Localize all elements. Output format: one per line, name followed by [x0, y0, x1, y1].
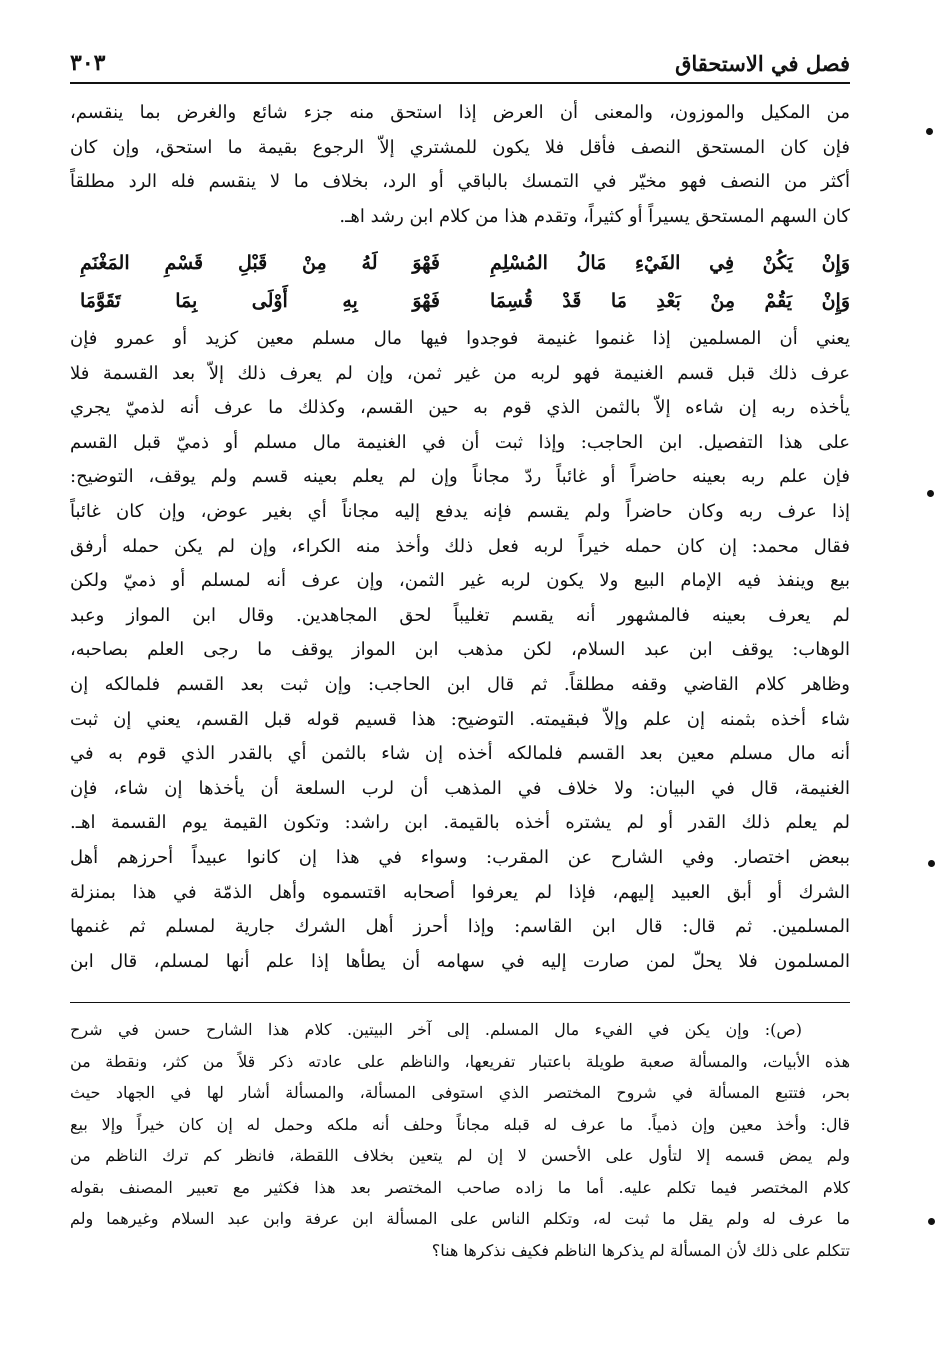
text-line: على هذا التفصيل. ابن الحاجب: وإذا ثبت أن في الغنيمة مال مسلم أو ذميّ قبل القسم: [70, 431, 850, 453]
text-line: إذا عرف ربه وكان حاضراً ولم يقسم فإنه يدفع إليه مجاناً أي بغير عوض، وإن كان غائباً: [70, 500, 850, 522]
verse-second-hemistich: فَهْوَ بِهِ أَوْلَى بِمَا تَقَوَّمَا: [80, 290, 440, 312]
footnote: [70, 1014, 850, 1266]
text-line: من المكيل والموزون، والمعنى أن العرض إذا استحق منه جزء شائع والغرض بما ينقسم،: [70, 102, 850, 123]
commentary-paragraph-2: [70, 322, 850, 979]
text-line: أكثر من النصف فهو مخيّر في التمسك بالباقي أو الرد، بخلاف ما لا ينقسم فله الرد مطلقاً: [70, 171, 850, 193]
text-line: الشرك أو أبق العبيد إليهم، فإذا لم يعرفوا أصحابه اقتسموه وأهل الذمّة في هذا بمنزلة: [70, 881, 850, 903]
footnote-line: ولم يمض قسمه إلا لتأول على الأحسن لا إن لم يتعين بخلاف اللقطة، فانظر كم ترك الناظم من: [70, 1146, 850, 1165]
footnote-line: ما عرف له ولم يقل ما ثبت له، وتكلم الناس على المسألة ابن عرفة وابن عبد السلام وغيرهما ولم: [70, 1209, 850, 1228]
text-line: عرف ذلك قبل قسم الغنيمة فهو لربه من غير ثمن، وإن لم يعرف ذلك إلاّ بعد القسمة فلا: [70, 362, 850, 384]
text-line: المسلمون فلا يحلّ لمن صارت إليه في سهامه أن يطأها إذا علم أنها لمسلم، قال ابن: [70, 950, 850, 972]
scan-margin-mark: [928, 1218, 935, 1225]
text-line: الوهاب: يوقف ابن عبد السلام، لكن مذهب ابن المواز يوقف ما رجى العلم بصاحبه،: [70, 639, 850, 661]
page-number: ٣٠٣: [70, 50, 106, 76]
verse-second-hemistich: فَهْوَ لَهُ مِنْ قَبْلِ قَسْمِ المَغْنَمِ: [80, 252, 440, 274]
verse: [80, 282, 850, 320]
text-line: فقال محمد: إن كان حمله خيراً لربه فعل ذلك وأخذ منه الكراء، وإن لم يكن حمله أرفق: [70, 535, 850, 557]
text-line: يعني أن المسلمين إذا غنموا غنيمة فوجدوا فيها مال مسلم معين كزيد أو عمرو فإن: [70, 328, 850, 349]
text-line: المسلمين. ثم قال: قال ابن القاسم: وإذا أحرز أهل الشرك جارية لمسلم ثم غنمها: [70, 916, 850, 938]
poem-verses: [80, 244, 850, 320]
text-line: أنه مال مسلم معين بعد القسم فلمالكه أخذه إن شاء بالثمن أي بالقدر الذي قوم به في: [70, 743, 850, 765]
commentary-paragraph-1: [70, 96, 850, 234]
text-line: كان السهم المستحق يسيراً أو كثيراً، وتقدم هذا من كلام ابن رشد اهـ.: [339, 205, 850, 227]
verse-first-hemistich: وَإِنْ يَقُمْ مِنْ بَعْدِ مَا قَدْ قُسِمَا: [490, 290, 850, 312]
footnote-line: تتكلم على ذلك لأن المسألة لم يذكرها الناظم فكيف نذكرها هنا؟: [431, 1240, 850, 1260]
text-line: فإن كان المستحق النصف فأقل فلا يكون للمشتري إلاّ الرجوع بقيمة ما استحق، وإن كان: [70, 136, 850, 158]
scan-margin-mark: [928, 860, 935, 867]
scan-margin-mark: [927, 490, 934, 497]
text-line: شاء أخذه بثمنه إن علم وإلاّ فبقيمته. التوضيح: هذا قسيم قوله قبل القسم، يعني إن ثبت: [70, 708, 850, 730]
footnote-divider: [70, 1002, 850, 1003]
text-line: لم يعرف بعينه فالمشهور أنه يقسم تغليباً لحق المجاهدين. وقال ابن المواز وعبد: [70, 604, 850, 626]
text-line: ببعض اختصار. وفي الشارح عن المقرب: وسواء في هذا إن كانوا عبيداً أحرزهم أهل: [70, 846, 850, 868]
footnote-line: قال: وأخذ معين وإن ذمياً. ما عرف له قبله مجاناً وحلف أنه ملكه وحمل له إن كان خيراً وإلا بيع: [70, 1114, 850, 1134]
footnote-line: (ص): وإن يكن في الفيء مال المسلم. إلى آخر البيتين. كلام هذا الشارح حسن في شرح: [70, 1020, 802, 1039]
running-title: فصل في الاستحقاق: [675, 51, 850, 76]
footnote-line: بحر، فتتبع المسألة في شروح المختصر الذي استوفى المسألة، والمسألة أشار لها في الجهاد حيث: [70, 1083, 850, 1102]
scan-margin-mark: [926, 128, 933, 135]
verse: [80, 244, 850, 282]
text-line: بيع وينفذ فيه الإمام البيع ولا يكون لربه غير الثمن، وإن عرف أنه لمسلم أو ذميّ ولكن: [70, 570, 850, 592]
text-line: الغنيمة، قال في البيان: ولا خلاف في المذهب أن لرب السلعة أن يأخذها إن شاء، فإن: [70, 777, 850, 799]
text-line: فإن علم ربه بعينه حاضراً أو غائباً ردّ مجاناً وإن لم يعلم بعينه قسم ولم يوقف، التوضيح:: [70, 466, 850, 488]
page-header: [70, 42, 850, 84]
text-line: يأخذه ربه إن شاءه إلاّ بالثمن الذي قوم به حين القسم، وكذلك ما عرف أنه لذميّ يجري: [70, 397, 850, 419]
text-line: لم يعلم ذلك القدر أو لم يشتره أخذه بالقيمة. ابن راشد: وتكون القيمة يوم القسمة اهـ.: [70, 812, 850, 834]
footnote-line: هذه الأبيات، والمسألة صعبة طويلة باعتبار تفريعها، والناظم على عادته ذكر قلاً من كثر، ونقطة من: [70, 1051, 850, 1071]
verse-first-hemistich: وَإِنْ يَكُنْ فِي الفَيْءِ مَالُ المُسْلِمِ: [490, 252, 850, 274]
footnote-line: كلام المختصر فيما تكلم عليه. أما ما زاده صاحب المختصر بعد هذا فكثير مع تعبير المصنف بقوله: [70, 1177, 850, 1197]
text-line: وظاهر كلام القاضي وقفه مطلقاً. ثم قال ابن الحاجب: وإن ثبت بعد القسم فلمالكه إن: [70, 673, 850, 695]
